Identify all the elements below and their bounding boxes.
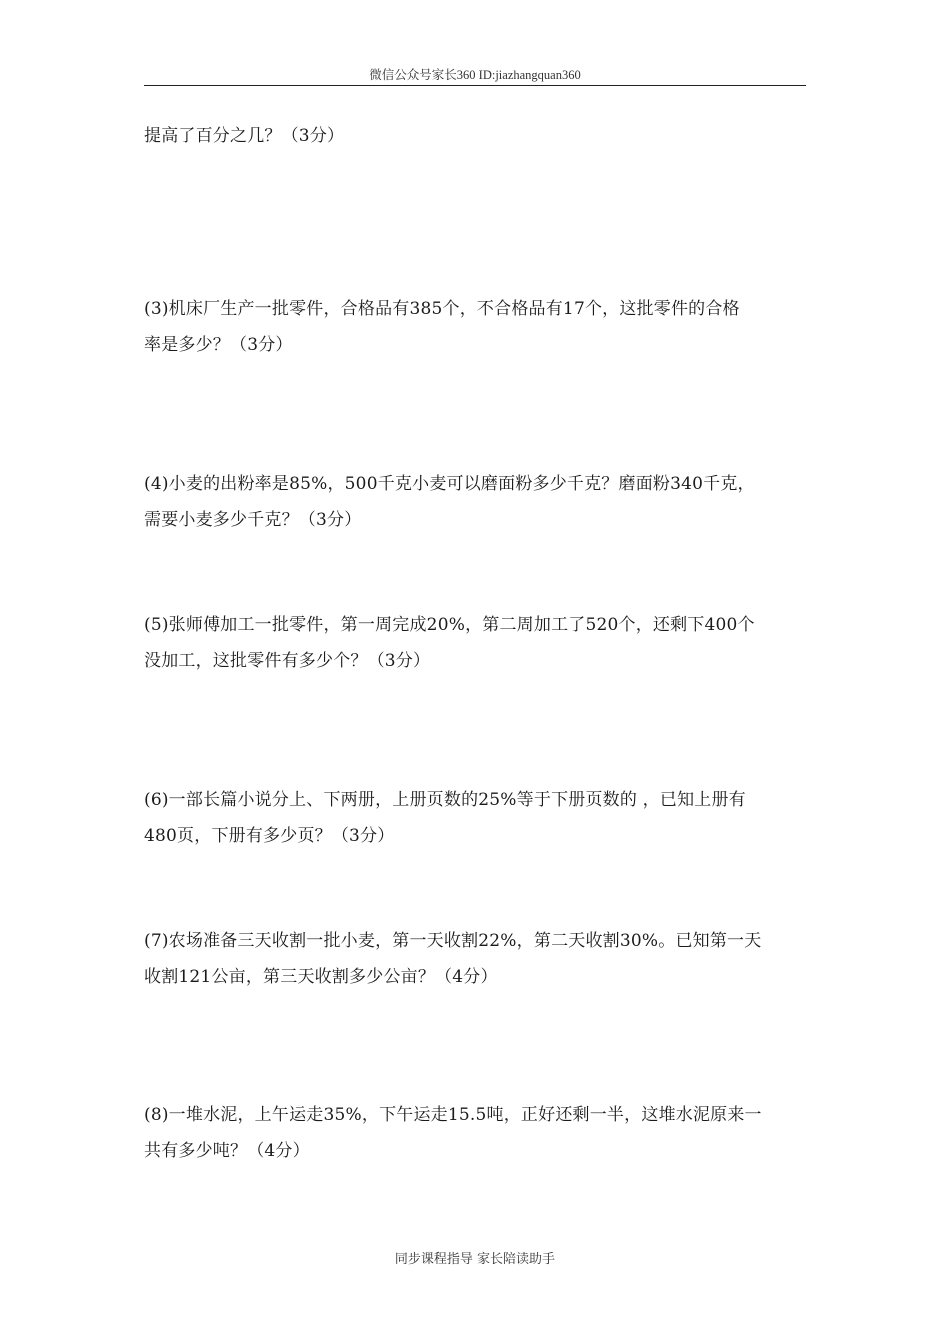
question-line: (6)一部长篇小说分上、下两册，上册页数的25%等于下册页数的 ，已知上册有	[144, 790, 746, 810]
question-line: 没加工，这批零件有多少个？（3分）	[144, 651, 431, 671]
page-header: 微信公众号家长360 ID:jiazhangquan360	[369, 68, 581, 82]
question-line: (5)张师傅加工一批零件，第一周完成20%，第二周加工了520个，还剩下400个	[144, 615, 755, 635]
question-7	[144, 923, 808, 995]
question-line: (8)一堆水泥，上午运走35%，下午运走15.5吨，正好还剩一半，这堆水泥原来一	[144, 1105, 762, 1125]
question-8	[144, 1097, 808, 1169]
page-footer: 同步课程指导 家长陪读助手	[394, 1252, 556, 1267]
question-line: 率是多少？（3分）	[144, 335, 293, 355]
question-line: (3)机床厂生产一批零件，合格品有385个，不合格品有17个，这批零件的合格	[144, 299, 740, 319]
question-5	[144, 607, 808, 679]
question-line: 需要小麦多少千克？（3分）	[144, 510, 362, 530]
question-3	[144, 291, 808, 363]
question-line: (4)小麦的出粉率是85%，500千克小麦可以磨面粉多少千克？磨面粉340千克，	[144, 474, 755, 494]
question-line: 480页，下册有多少页？（3分）	[144, 826, 395, 846]
question-6	[144, 782, 808, 854]
question-2-continuation	[144, 118, 808, 154]
question-line: 提高了百分之几？（3分）	[144, 126, 345, 146]
question-line: 收割121公亩，第三天收割多少公亩？（4分）	[144, 967, 498, 987]
question-line: (7)农场准备三天收割一批小麦，第一天收割22%，第二天收割30%。已知第一天	[144, 931, 762, 951]
header-divider	[144, 85, 806, 86]
question-line: 共有多少吨？（4分）	[144, 1141, 310, 1161]
question-4	[144, 466, 808, 538]
